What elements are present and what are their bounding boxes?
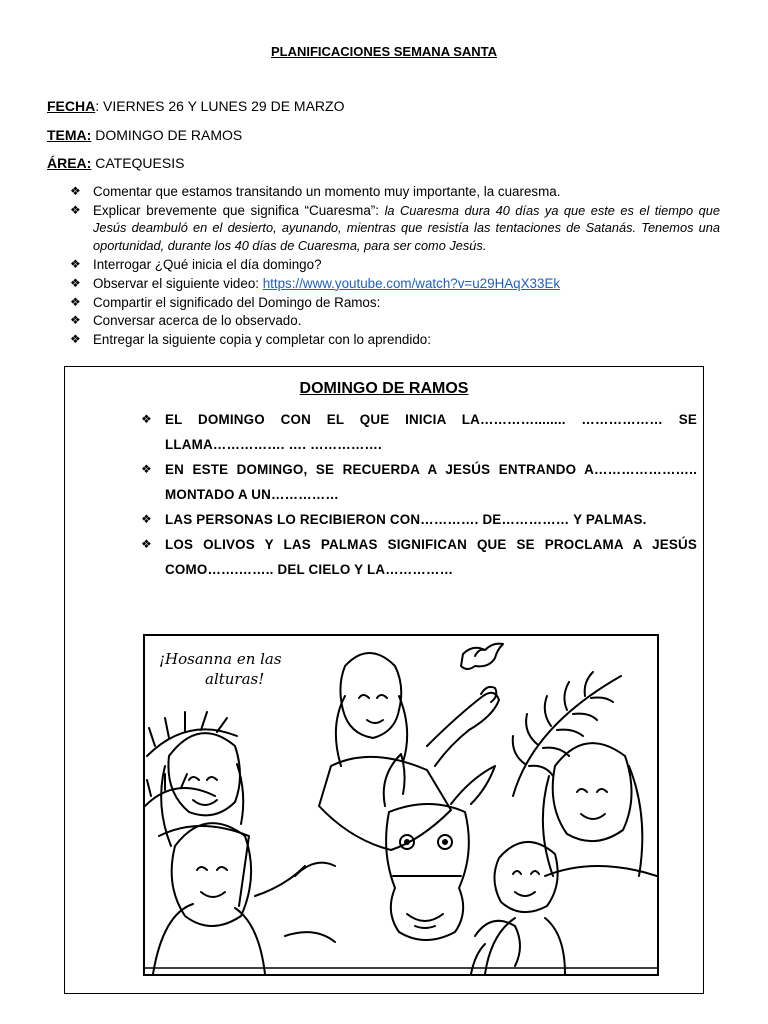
worksheet-questions — [141, 407, 697, 582]
list-item: ❖ Entregar la siguiente copia y completar con lo aprendido: — [70, 332, 431, 348]
list-item: ❖ EL DOMINGO CON EL QUE INICIA LA…………........ ……………… SE LLAMA……………. …. ……………. — [141, 407, 697, 457]
palm-leaves-icon — [145, 712, 237, 806]
tema-label: TEMA: — [47, 127, 92, 143]
fecha-line — [47, 98, 344, 114]
crowd-woman-left — [153, 823, 305, 974]
worksheet-box — [64, 366, 704, 994]
diamond-bullet-icon: ❖ — [70, 256, 81, 271]
area-value: CATEQUESIS — [91, 155, 185, 171]
palm-sunday-drawing — [145, 636, 657, 974]
activity-list — [70, 183, 720, 350]
list-item: ❖ Conversar acerca de lo observado. — [70, 313, 302, 329]
palm-sunday-illustration — [143, 634, 659, 976]
worksheet-title: DOMINGO DE RAMOS — [299, 380, 469, 397]
diamond-bullet-icon: ❖ — [141, 462, 152, 476]
fecha-label: FECHA — [47, 98, 96, 114]
diamond-bullet-icon: ❖ — [70, 275, 81, 290]
fecha-value: : VIERNES 26 Y LUNES 29 DE MARZO — [95, 98, 345, 114]
jesus-figure — [319, 653, 499, 850]
list-item: ❖ Compartir el significado del Domingo de Ramos: — [70, 294, 381, 310]
diamond-bullet-icon: ❖ — [70, 294, 81, 309]
page-title: PLANIFICACIONES SEMANA SANTA — [270, 44, 498, 59]
video-link[interactable]: https://www.youtube.com/watch?v=u29HAqX33Ek — [262, 275, 561, 291]
list-item: ❖ EN ESTE DOMINGO, SE RECUERDA A JESÚS ENTRANDO A………………….. MONTADO A UN…………… — [141, 457, 697, 507]
crowd-hands — [285, 863, 335, 942]
area-label: ÁREA: — [47, 155, 92, 171]
dove-icon — [461, 644, 503, 669]
cuaresma-definition: la Cuaresma dura 40 días ya que este es el tiempo que Jesús deambuló en el desierto, ayunando, mientras que resistía las tentaciones de Satanás. Tenemos una oportunidad, durante los 40 días de Cuaresma, para ser como Jesús. — [93, 202, 720, 253]
diamond-bullet-icon: ❖ — [141, 537, 152, 551]
list-item: ❖ LOS OLIVOS Y LAS PALMAS SIGNIFICAN QUE SE PROCLAMA A JESÚS COMO…….…….. DEL CIELO Y LA…………… — [141, 532, 697, 582]
list-item: ❖ Comentar que estamos transitando un momento muy importante, la cuaresma. — [70, 184, 561, 199]
caption-line-2: alturas! — [205, 670, 265, 688]
area-line — [47, 155, 184, 171]
list-item: ❖ Observar el siguiente video: https://www.youtube.com/watch?v=u29HAqX33Ek — [70, 275, 561, 291]
diamond-bullet-icon: ❖ — [141, 512, 152, 526]
crowd-child-right — [485, 842, 565, 974]
diamond-bullet-icon: ❖ — [70, 202, 81, 217]
crowd-man-right — [543, 743, 657, 876]
list-item: ❖ Explicar brevemente que significa “Cuaresma”: la Cuaresma dura 40 días ya que este es el tiempo que Jesús deambuló en el desierto, ayunando, mientras que resistía las tentaciones de Satanás. Tenemos una oportunidad, durante los 40 días de Cuaresma, para ser como Jesús. — [70, 202, 720, 253]
diamond-bullet-icon: ❖ — [70, 184, 81, 198]
list-item: ❖ LAS PERSONAS LO RECIBIERON CON…………. DE…………… Y PALMAS. — [141, 507, 697, 532]
tema-value: DOMINGO DE RAMOS — [91, 127, 243, 143]
palm-branch-icon — [513, 672, 621, 796]
list-item: ❖ Interrogar ¿Qué inicia el día domingo? — [70, 256, 322, 272]
diamond-bullet-icon: ❖ — [141, 412, 152, 426]
tema-line — [47, 127, 242, 143]
diamond-bullet-icon: ❖ — [70, 313, 81, 328]
caption-line-1: ¡Hosanna en las — [159, 650, 282, 668]
diamond-bullet-icon: ❖ — [70, 332, 81, 347]
crowd-boy-bottom — [471, 921, 520, 974]
